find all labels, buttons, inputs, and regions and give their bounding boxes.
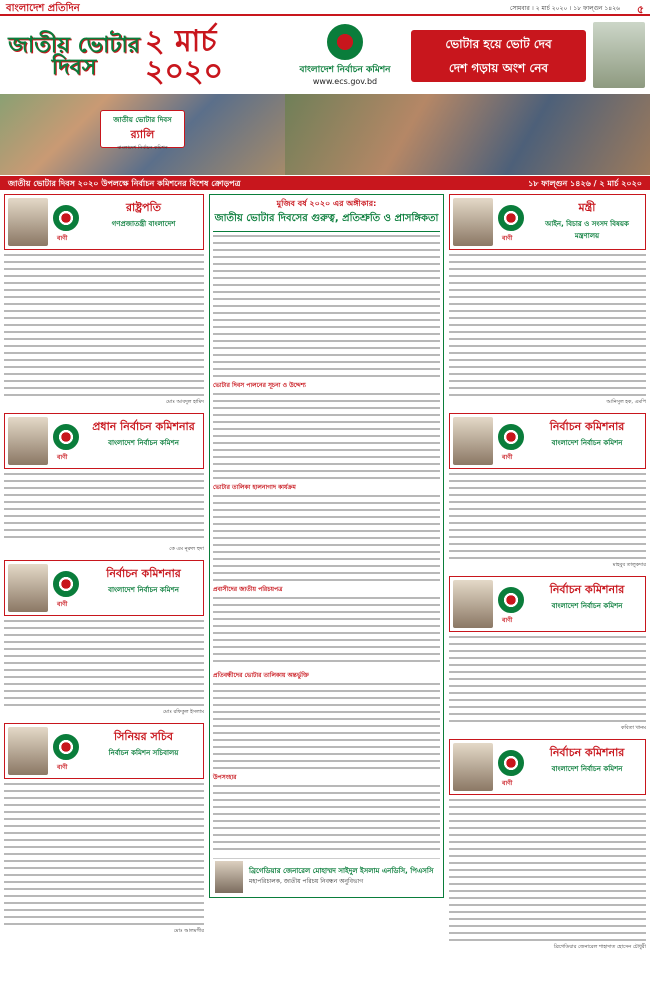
article-subhead: প্রতিবন্ধীদের ভোটার তালিকায় অন্তর্ভুক্তি (213, 672, 309, 679)
bangabandhu-portrait (593, 22, 645, 88)
govt-seal-icon (498, 205, 524, 231)
article-subhead: প্রবাসীদের জাতীয় পরিচয়পত্র (213, 586, 283, 593)
banner-right (405, 18, 650, 94)
commission-seal-icon (53, 424, 79, 450)
commission-seal-icon (498, 750, 524, 776)
message-text (449, 799, 646, 941)
voter-crowd-photo (285, 94, 650, 175)
article-subhead: ভোটার দিবস পালনের সূচনা ও উদ্দেশ্য (213, 382, 306, 389)
secretary-portrait (8, 727, 48, 775)
message-text (4, 254, 204, 396)
commissioner-portrait (453, 417, 493, 465)
middle-column (209, 194, 444, 978)
signature: মোঃ আবদুল হামিদ (166, 399, 204, 405)
newspaper-brand: বাংলাদেশ প্রতিদিন (6, 3, 80, 14)
president-portrait (8, 198, 48, 246)
message-text (449, 473, 646, 559)
cec-portrait (8, 417, 48, 465)
commission-seal-icon (53, 571, 79, 597)
commission-name: বাংলাদেশ নির্বাচন কমিশন (299, 65, 391, 75)
message-text (4, 783, 204, 925)
minister-portrait (453, 198, 493, 246)
signature: মাহবুব তালুকদার (612, 562, 646, 568)
commission-seal-icon (327, 24, 363, 60)
commission-seal-icon (498, 424, 524, 450)
article-title: মুজিব বর্ষ ২০২০ এর অঙ্গীকার: জাতীয় ভোটার দিবসের গুরুত্ব, প্রতিশ্রুতি ও প্রাসঙ্গিকতা (213, 198, 440, 232)
message-text (4, 473, 204, 543)
message-header: বাণী নির্বাচন কমিশনার বাংলাদেশ নির্বাচন কমিশন (449, 739, 646, 795)
left-column (4, 194, 204, 978)
article-text (213, 393, 440, 479)
commission-url: www.ecs.gov.bd (312, 77, 378, 86)
article-text (213, 495, 440, 581)
author-portrait (215, 861, 243, 893)
article-text (213, 597, 440, 667)
signature: ব্রিগেডিয়ার জেনারেল শাহাদাত হোসেন চৌধুরী (553, 944, 646, 950)
signature: মোঃ রফিকুল ইসলাম (162, 709, 204, 715)
signature: কে এম নূরুল হুদা (169, 546, 204, 552)
rally-banner: জাতীয় ভোটার দিবস র‍্যালি বাংলাদেশ নির্বাচন কমিশন (100, 110, 185, 148)
commissioner-portrait (8, 564, 48, 612)
message-text (449, 254, 646, 396)
supplement-title: জাতীয় ভোটার দিবস ২০২০ উপলক্ষে নির্বাচন কমিশনের বিশেষ ক্রোড়পত্র (8, 179, 241, 188)
message-text (4, 620, 204, 706)
banner-left (0, 18, 285, 175)
message-header: বাণী সিনিয়র সচিব নির্বাচন কমিশন সচিবালয় (4, 723, 204, 779)
signature: কবিতা খানম (621, 725, 646, 731)
page-number: ৫ (636, 3, 644, 16)
article-subhead: উপসংহার (213, 774, 237, 781)
issue-date: সোমবার । ২ মার্চ ২০২০ । ১৮ ফাল্গুন ১৪২৬ (509, 5, 620, 12)
commission-seal-icon (498, 587, 524, 613)
article-text (213, 235, 440, 377)
article-text (213, 683, 440, 769)
commissioner-portrait (453, 580, 493, 628)
slogan-box: ভোটার হয়ে ভোট দেব দেশ গড়ায় অংশ নেব (411, 30, 586, 82)
supplement-bar (0, 176, 650, 190)
message-header: বাণী রাষ্ট্রপতি গণপ্রজাতন্ত্রী বাংলাদেশ (4, 194, 204, 250)
commission-logo-block (285, 18, 405, 94)
message-header: বাণী নির্বাচন কমিশনার বাংলাদেশ নির্বাচন কমিশন (4, 560, 204, 616)
masthead (0, 0, 650, 16)
message-header: বাণী নির্বাচন কমিশনার বাংলাদেশ নির্বাচন কমিশন (449, 413, 646, 469)
voter-day-banner (0, 18, 650, 175)
message-header: বাণী মন্ত্রী আইন, বিচার ও সংসদ বিষয়ক মন্ত্রণালয় (449, 194, 646, 250)
banner-title-left: জাতীয় ভোটার দিবস (8, 33, 140, 80)
supplement-date: ১৮ ফাল্গুন ১৪২৬ / ২ মার্চ ২০২০ (528, 179, 642, 188)
commissioner-portrait (453, 743, 493, 791)
message-header: বাণী প্রধান নির্বাচন কমিশনার বাংলাদেশ নির্বাচন কমিশন (4, 413, 204, 469)
signature: আনিসুল হক, এমপি (606, 399, 646, 405)
banner-title-date: ২ মার্চ ২০২০ (145, 24, 224, 89)
article-author: ব্রিগেডিয়ার জেনারেল মোহাম্মদ সাইদুল ইসলাম এনডিসি, পিএসসি মহাপরিচালক, জাতীয় পরিচয় নিবন্ধন অনুবিভাগ (213, 858, 440, 894)
message-header: বাণী নির্বাচন কমিশনার বাংলাদেশ নির্বাচন কমিশন (449, 576, 646, 632)
commission-seal-icon (53, 734, 79, 760)
signature: মোঃ আলমগীর (173, 928, 204, 934)
article-text (213, 785, 440, 855)
right-column (449, 194, 646, 978)
feature-article (209, 194, 444, 898)
article-subhead: ভোটার তালিকা হালনাগাদ কার্যক্রম (213, 484, 296, 491)
message-text (449, 636, 646, 722)
govt-seal-icon (53, 205, 79, 231)
